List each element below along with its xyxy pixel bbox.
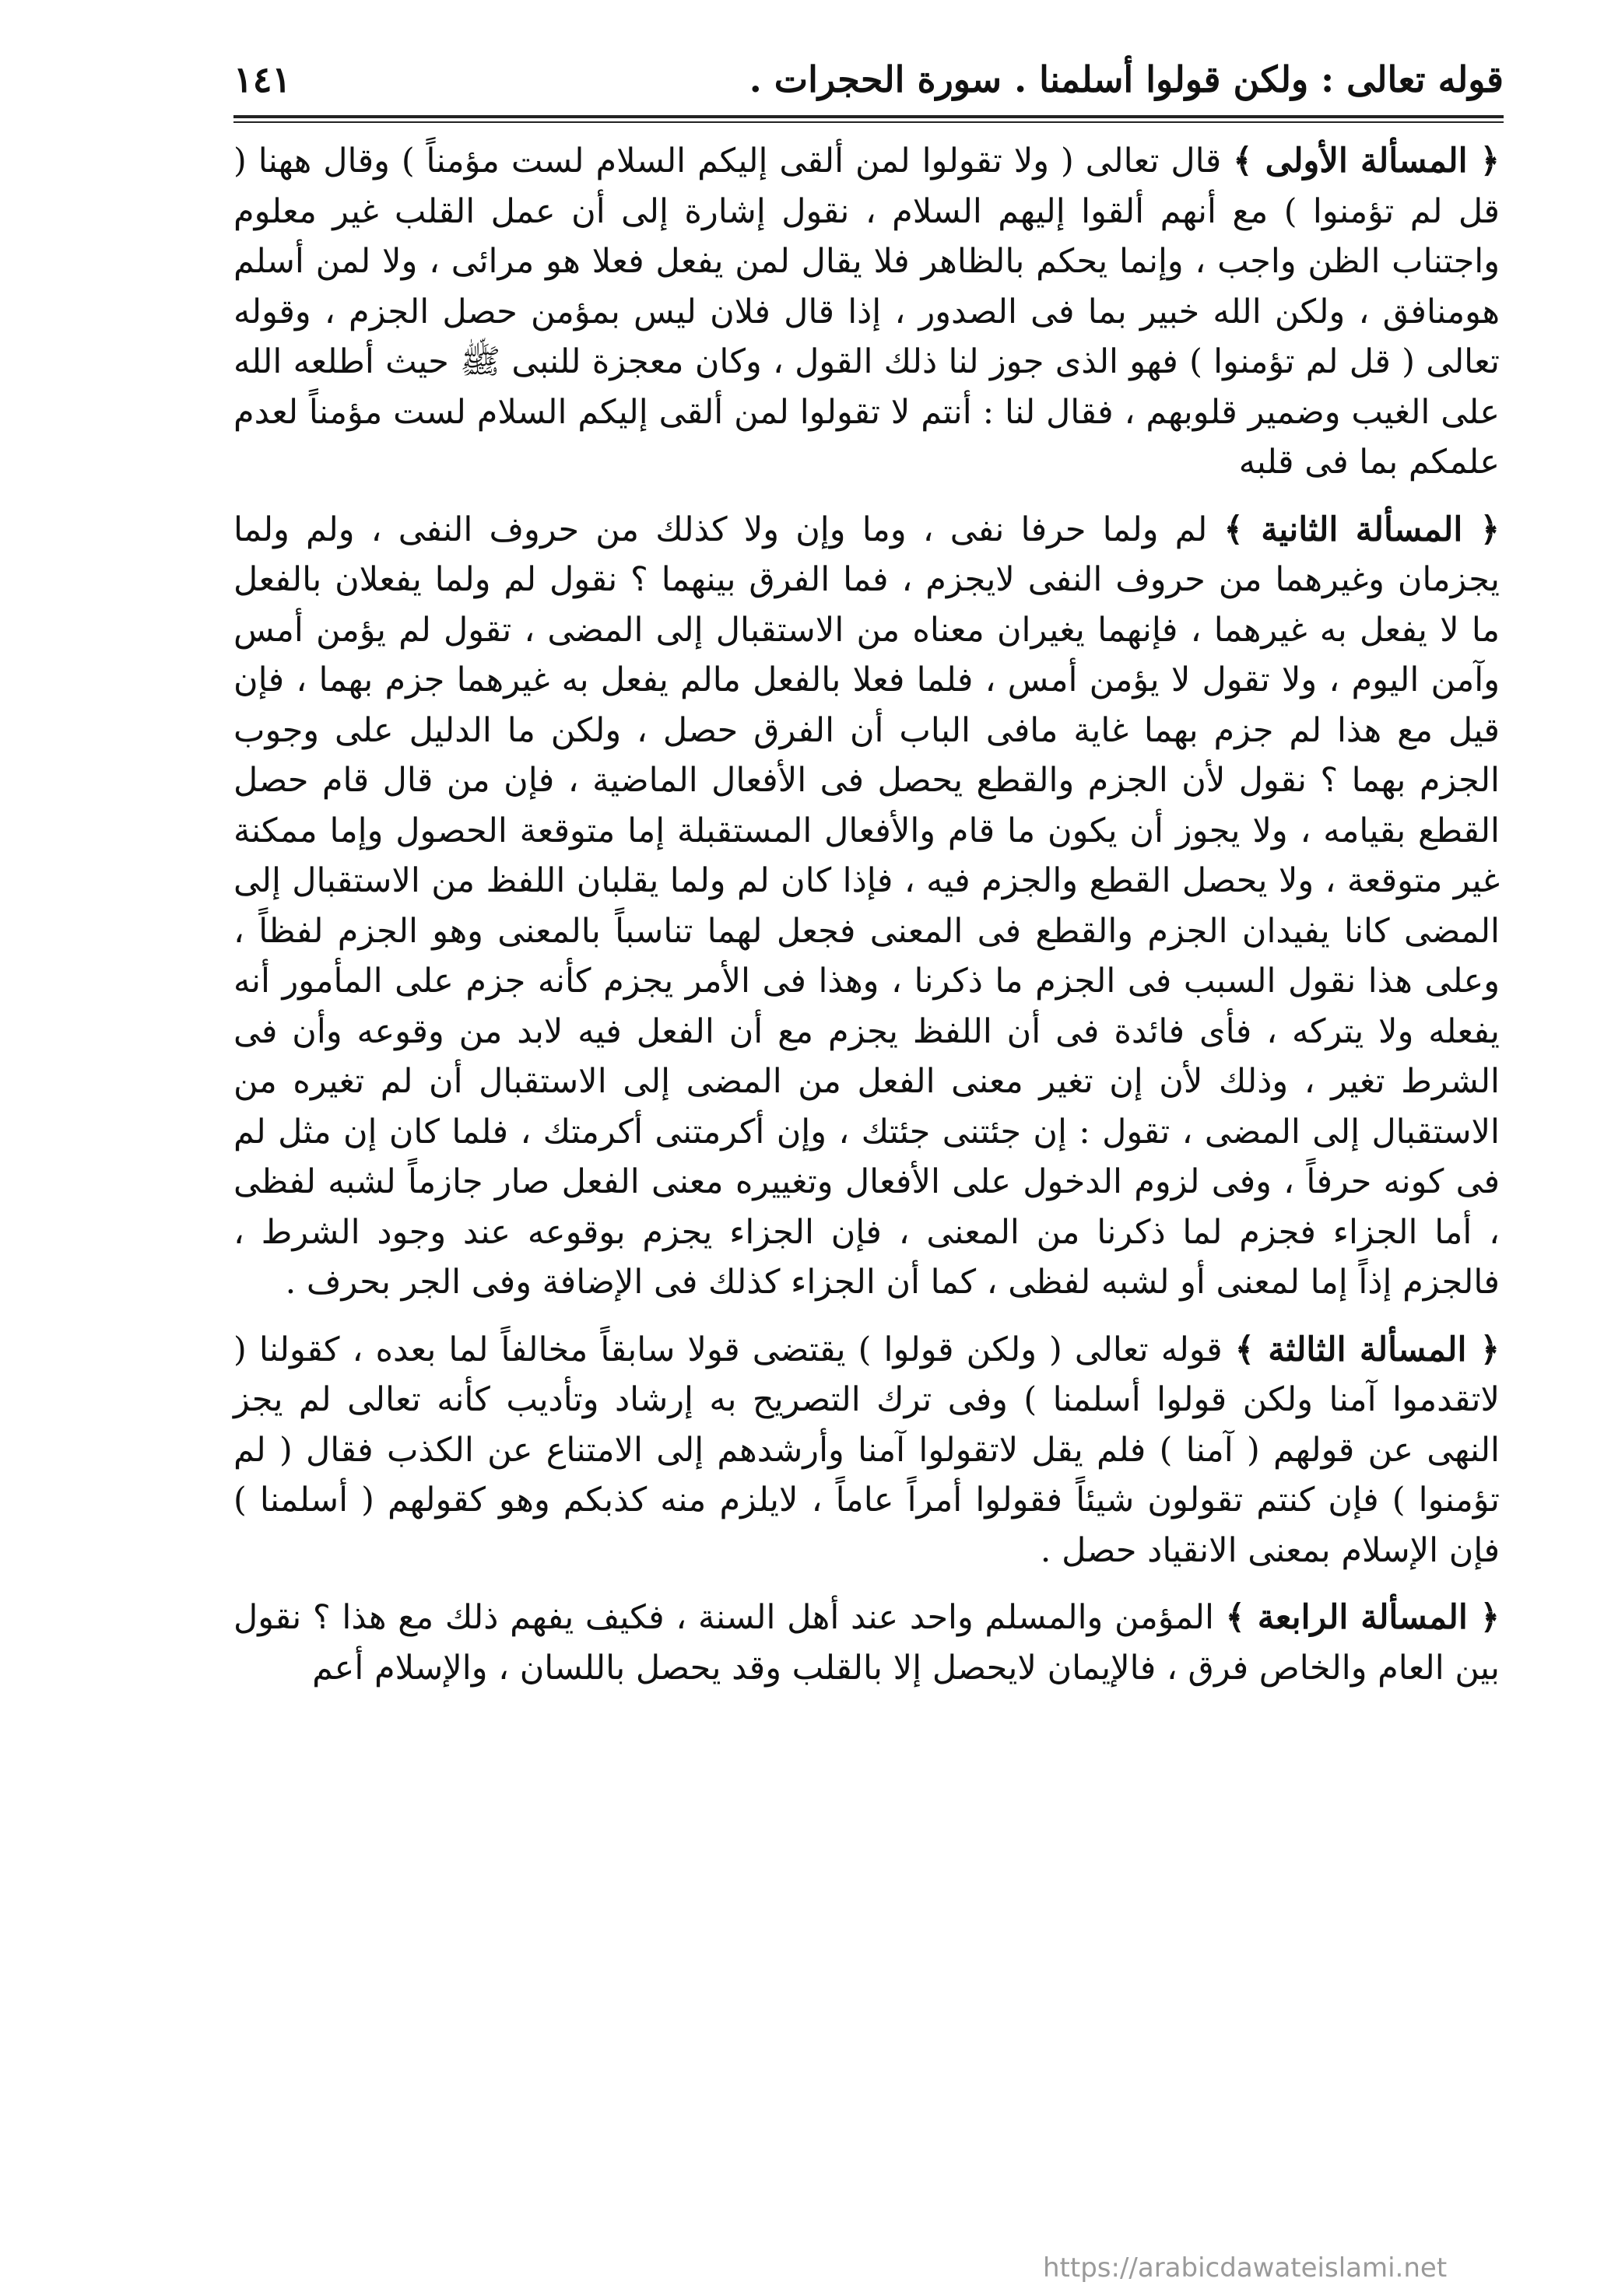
issue-heading: ﴿ المسألة الرابعة ﴾ xyxy=(1225,1598,1500,1637)
page-body xyxy=(233,136,1500,1710)
issue-paragraph xyxy=(233,136,1500,488)
issue-paragraph xyxy=(233,1593,1500,1693)
page-number: ١٤١ xyxy=(233,58,292,100)
issue-paragraph xyxy=(233,505,1500,1308)
issue-text: لم ولما حرفا نفى ، وما وإن ولا كذلك من حروف النفى ، ولم ولما يجزمان وغيرهما من حروف النفى لايجزم ، فما الفرق بينهما ؟ نقول لم ولما يفعلان بالفعل ما لا يفعل به غيرهما ، فإنهما يغيران معناه من الاستقبال إلى المضى ، تقول لم يؤمن أمس وآمن اليوم ، ولا تقول لا يؤمن أمس ، فلما فعلا بالفعل مالم يفعل به غيرهما جزم بهما ، فإن قيل مع هذا لم جزم بهما غاية مافى الباب أن الفرق حصل ، ولكن ما الدليل على وجوب الجزم بهما ؟ نقول لأن الجزم والقطع يحصل فى الأفعال الماضية ، فإن من قال قام حصل القطع بقيامه ، ولا يجوز أن يكون ما قام والأفعال المستقبلة إما متوقعة الحصول وإما ممكنة غير متوقعة ، ولا يحصل القطع والجزم فيه ، فإذا كان لم ولما يقلبان اللفظ من الاستقبال إلى المضى كانا يفيدان الجزم والقطع فى المعنى فجعل لهما تناسباً بالمعنى وهو الجزم لفظاً ، وعلى هذا نقول السبب فى الجزم ما ذكرنا ، وهذا فى الأمر يجزم كأنه جزم على المأمور أنه يفعله ولا يتركه ، فأى فائدة فى أن اللفظ يجزم مع أن الفعل فيه لابد من وقوعه وأن فى الشرط تغير ، وذلك لأن إن تغير معنى الفعل من المضى إلى الاستقبال أن لم تغيره من الاستقبال إلى المضى ، تقول : إن جئتنى جئتك ، وإن أكرمتنى أكرمتك ، فلما كان إن مثل لم فى كونه حرفاً ، وفى لزوم الدخول على الأفعال وتغييره معنى الفعل صار جازماً لشبه لفظى ، أما الجزاء فجزم لما ذكرنا من المعنى ، فإن الجزاء يجزم بوقوعه عند وجود الشرط ، فالجزم إذاً إما لمعنى أو لشبه لفظى ، كما أن الجزاء كذلك فى الإضافة وفى الجر بحرف . xyxy=(233,510,1500,1302)
watermark-url: https://arabicdawateislami.net xyxy=(1043,2252,1448,2284)
issue-4 xyxy=(233,1593,1500,1693)
issue-text: قوله تعالى ( ولكن قولوا ) يقتضى قولا سابقاً مخالفاً لما بعده ، كقولنا ( لاتقدموا آمنا ولكن قولوا أسلمنا ) وفى ترك التصريح به إرشاد وتأديب كأنه تعالى لم يجز النهى عن قولهم ( آمنا ) فلم يقل لاتقولوا آمنا وأرشدهم إلى الامتناع عن الكذب فقال ( لم تؤمنوا ) فإن كنتم تقولون شيئاً فقولوا أمراً عاماً ، لايلزم منه كذبكم وهو كقولهم ( أسلمنا ) فإن الإسلام بمعنى الانقياد حصل . xyxy=(233,1330,1500,1570)
header-rule-thin xyxy=(233,121,1504,123)
running-header xyxy=(233,48,1504,110)
header-rule xyxy=(233,115,1504,118)
issue-heading: ﴿ المسألة الأولى ﴾ xyxy=(1233,142,1500,181)
issue-text: المؤمن والمسلم واحد عند أهل السنة ، فكيف يفهم ذلك مع هذا ؟ نقول بين العام والخاص فرق ، فالإيمان لايحصل إلا بالقلب وقد يحصل باللسان ، والإسلام أعم xyxy=(233,1598,1500,1688)
issue-heading: ﴿ المسألة الثالثة ﴾ xyxy=(1234,1330,1500,1369)
issue-1 xyxy=(233,136,1500,488)
issue-paragraph xyxy=(233,1325,1500,1576)
issue-heading: ﴿ المسألة الثانية ﴾ xyxy=(1223,510,1500,549)
issue-2 xyxy=(233,505,1500,1308)
issue-text: قال تعالى ( ولا تقولوا لمن ألقى إليكم السلام لست مؤمناً ) وقال ههنا ( قل لم تؤمنوا ) مع أنهم ألقوا إليهم السلام ، نقول إشارة إلى أن عمل القلب غير معلوم واجتناب الظن واجب ، وإنما يحكم بالظاهر فلا يقال لمن يفعل فعلا هو مرائى ، ولا لمن أسلم هومنافق ، ولكن الله خبير بما فى الصدور ، إذا قال فلان ليس بمؤمن حصل الجزم ، وقوله تعالى ( قل لم تؤمنوا ) فهو الذى جوز لنا ذلك القول ، وكان معجزة للنبى ﷺ حيث أطلعه الله على الغيب وضمير قلوبهم ، فقال لنا : أنتم لا تقولوا لمن ألقى إليكم السلام لست مؤمناً لعدم علمكم بما فى قلبه xyxy=(233,142,1500,482)
header-title: قوله تعالى : ولكن قولوا أسلمنا . سورة الحجرات . xyxy=(749,58,1504,100)
issue-3 xyxy=(233,1325,1500,1576)
